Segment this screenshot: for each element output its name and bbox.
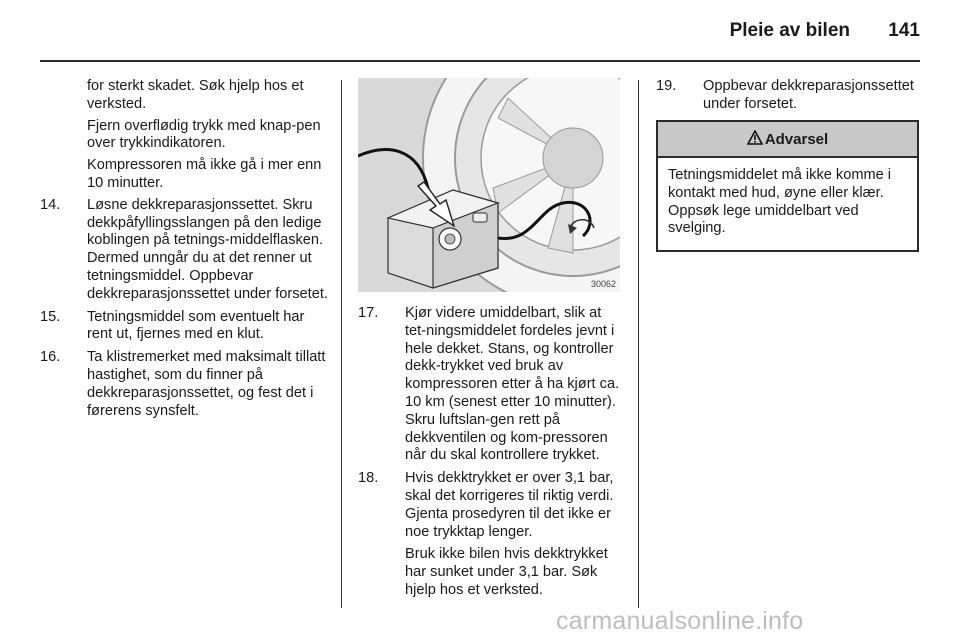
continuation-paragraph: Fjern overflødig trykk med knap-pen over trykkindikatoren. [87,117,321,152]
step-item [358,305,624,465]
step-text: Tetningsmiddel som eventuelt har rent ut, fjernes med en klut. [87,308,305,343]
step-text: Hvis dekktrykket er over 3,1 bar, skal det korrigeres til riktig verdi. Gjenta prosedyren til det ikke er noe trykktap lenger. [405,470,614,540]
warning-box [656,120,919,252]
warning-title: Advarsel [764,130,829,148]
warning-header [658,122,917,158]
step-number: 14. [40,196,61,213]
step-item [656,78,920,114]
step-item [40,349,328,420]
step-number: 18. [358,470,379,487]
column-1 [40,78,328,425]
step-item [40,197,328,304]
column-3 [656,78,920,119]
step-item [40,309,328,345]
compressor-illustration [358,78,620,292]
step-text: Løsne dekkreparasjonssettet. Skru dekkpåfyllingsslangen på den ledige koblingen på tetnings-middelflasken. Dermed unngår du at det renner ut tetningsmiddel. Oppbevar dekkreparasjonssettet under forsetet. [87,196,328,302]
step-number: 16. [40,349,61,366]
step-text: Oppbevar dekkreparasjonssettet under forsetet. [703,78,914,112]
compressor-drawing [358,78,620,292]
step-number: 15. [40,308,61,325]
warning-triangle-icon [747,130,763,149]
figure-number: 30062 [590,279,616,289]
step-sub-paragraph: Bruk ikke bilen hvis dekktrykket har sunket under 3,1 bar. Søk hjelp hos et verksted. [405,546,608,598]
step-number: 17. [358,305,379,321]
step-item [358,470,624,541]
step-text: Kjør videre umiddelbart, slik at tet-ningsmiddelet fordeles jevnt i hele dekket. Stans, og kontroller dekk-trykket ved bruk av kompressoren etter å ha kjørt ca. 10 km (senest etter 10 minutter). Skru luftslan-gen rett på dekkventilen og kom-pressoren når du skal kontrollere trykket. [405,305,620,464]
header-divider [40,60,920,62]
column-divider-1 [341,80,342,608]
column-divider-2 [638,80,639,608]
page-number: 141 [888,20,920,41]
continuation-paragraph: Kompressoren må ikke gå i mer enn 10 minutter. [87,157,322,191]
step-text: Ta klistremerket med maksimalt tillatt hastighet, som du finner på dekkreparasjonssettet, og fest det i førerens synsfelt. [87,349,326,419]
warning-text: Tetningsmiddelet må ikke komme i kontakt med hud, øyne eller klær. Oppsøk lege umiddelbart ved svelging. [668,167,892,237]
page-section-title: Pleie av bilen [729,20,850,41]
watermark-text: carmanualsonline.info [556,607,804,635]
column-2 [358,305,624,605]
continuation-paragraph: for sterkt skadet. Søk hjelp hos et verksted. [87,78,304,112]
step-number: 19. [656,78,677,94]
